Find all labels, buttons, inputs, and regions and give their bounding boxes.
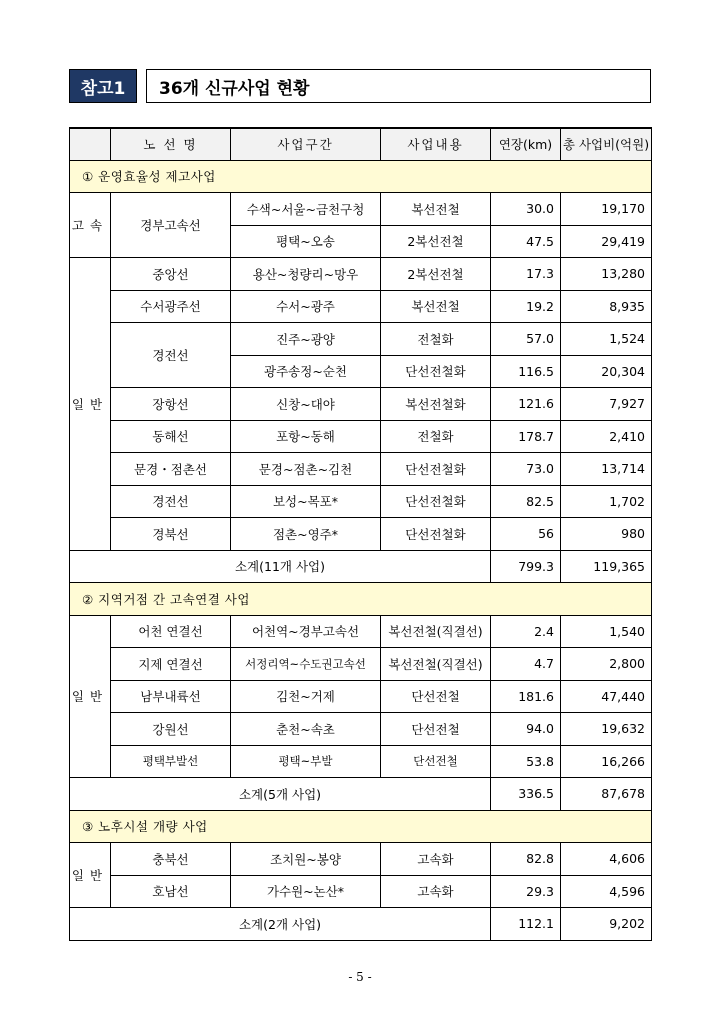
table-row xyxy=(70,713,652,746)
section-cell: 용산~청량리~망우 xyxy=(231,258,381,291)
section-cell: 가수원~논산* xyxy=(231,875,381,908)
length-cell: 94.0 xyxy=(491,713,561,746)
section-title: ③ 노후시설 개량 사업 xyxy=(70,810,652,843)
length-cell: 29.3 xyxy=(491,875,561,908)
section-cell: 보성~목포* xyxy=(231,485,381,518)
content-cell: 2복선전철 xyxy=(381,258,491,291)
table-row xyxy=(70,485,652,518)
table-row xyxy=(70,323,652,356)
content-cell: 복선전철(직결선) xyxy=(381,615,491,648)
header-section: 사업구간 xyxy=(231,128,381,160)
content-cell: 단선전철화 xyxy=(381,453,491,486)
table-row xyxy=(70,258,652,291)
subtotal-row xyxy=(70,778,652,811)
subtotal-length: 112.1 xyxy=(491,908,561,941)
category-cell: 일반 xyxy=(70,843,111,908)
length-cell: 30.0 xyxy=(491,193,561,226)
table-header-row xyxy=(70,128,652,160)
line-name: 경부고속선 xyxy=(111,193,231,258)
header-cost: 총 사업비(억원) xyxy=(561,128,652,160)
section-cell: 진주~광양 xyxy=(231,323,381,356)
cost-cell: 19,632 xyxy=(561,713,652,746)
subtotal-label: 소계(2개 사업) xyxy=(70,908,491,941)
section-cell: 김천~거제 xyxy=(231,680,381,713)
title-banner xyxy=(69,69,651,103)
subtotal-length: 336.5 xyxy=(491,778,561,811)
header-length: 연장(km) xyxy=(491,128,561,160)
cost-cell: 7,927 xyxy=(561,388,652,421)
table-row xyxy=(70,648,652,681)
category-cell: 일반 xyxy=(70,615,111,778)
line-name: 지제 연결선 xyxy=(111,648,231,681)
cost-cell: 1,540 xyxy=(561,615,652,648)
header-line: 노 선 명 xyxy=(111,128,231,160)
length-cell: 4.7 xyxy=(491,648,561,681)
line-name: 어천 연결선 xyxy=(111,615,231,648)
cost-cell: 4,606 xyxy=(561,843,652,876)
table-row xyxy=(70,388,652,421)
section-cell: 춘천~속초 xyxy=(231,713,381,746)
cost-cell: 19,170 xyxy=(561,193,652,226)
subtotal-label: 소계(11개 사업) xyxy=(70,550,491,583)
cost-cell: 2,410 xyxy=(561,420,652,453)
section-cell: 어천역~경부고속선 xyxy=(231,615,381,648)
line-name: 강원선 xyxy=(111,713,231,746)
subtotal-row xyxy=(70,908,652,941)
cost-cell: 13,714 xyxy=(561,453,652,486)
section-cell: 평택~부발 xyxy=(231,745,381,778)
table-row xyxy=(70,453,652,486)
section-row xyxy=(70,160,652,193)
section-title: ② 지역거점 간 고속연결 사업 xyxy=(70,583,652,616)
category-cell: 일반 xyxy=(70,258,111,551)
table-row xyxy=(70,745,652,778)
line-name: 문경・점촌선 xyxy=(111,453,231,486)
content-cell: 전철화 xyxy=(381,420,491,453)
table-row xyxy=(70,843,652,876)
page-title: 36개 신규사업 현황 xyxy=(146,69,651,103)
cost-cell: 47,440 xyxy=(561,680,652,713)
content-cell: 단선전철화 xyxy=(381,355,491,388)
subtotal-cost: 119,365 xyxy=(561,550,652,583)
content-cell: 단선전철 xyxy=(381,745,491,778)
length-cell: 82.5 xyxy=(491,485,561,518)
section-cell: 광주송정~순천 xyxy=(231,355,381,388)
content-cell: 복선전철 xyxy=(381,193,491,226)
content-cell: 단선전철화 xyxy=(381,485,491,518)
length-cell: 2.4 xyxy=(491,615,561,648)
table-row xyxy=(70,615,652,648)
section-cell: 점촌~영주* xyxy=(231,518,381,551)
table-row xyxy=(70,290,652,323)
line-name: 중앙선 xyxy=(111,258,231,291)
section-cell: 평택~오송 xyxy=(231,225,381,258)
cost-cell: 13,280 xyxy=(561,258,652,291)
content-cell: 복선전철(직결선) xyxy=(381,648,491,681)
cost-cell: 1,524 xyxy=(561,323,652,356)
line-name: 평택부발선 xyxy=(111,745,231,778)
line-name: 장항선 xyxy=(111,388,231,421)
length-cell: 116.5 xyxy=(491,355,561,388)
section-cell: 수색~서울~금천구청 xyxy=(231,193,381,226)
table-row xyxy=(70,193,652,226)
subtotal-row xyxy=(70,550,652,583)
project-table xyxy=(69,127,652,941)
subtotal-cost: 87,678 xyxy=(561,778,652,811)
length-cell: 73.0 xyxy=(491,453,561,486)
line-name: 남부내륙선 xyxy=(111,680,231,713)
page-number: - 5 - xyxy=(348,970,372,984)
table-row xyxy=(70,518,652,551)
subtotal-cost: 9,202 xyxy=(561,908,652,941)
content-cell: 단선전철 xyxy=(381,680,491,713)
cost-cell: 16,266 xyxy=(561,745,652,778)
length-cell: 19.2 xyxy=(491,290,561,323)
content-cell: 복선전철 xyxy=(381,290,491,323)
table-row xyxy=(70,875,652,908)
section-cell: 수서~광주 xyxy=(231,290,381,323)
section-cell: 문경~점촌~김천 xyxy=(231,453,381,486)
length-cell: 17.3 xyxy=(491,258,561,291)
content-cell: 2복선전철 xyxy=(381,225,491,258)
length-cell: 181.6 xyxy=(491,680,561,713)
cost-cell: 980 xyxy=(561,518,652,551)
length-cell: 178.7 xyxy=(491,420,561,453)
line-name: 경전선 xyxy=(111,485,231,518)
section-row xyxy=(70,810,652,843)
content-cell: 복선전철화 xyxy=(381,388,491,421)
line-name: 충북선 xyxy=(111,843,231,876)
section-title: ① 운영효율성 제고사업 xyxy=(70,160,652,193)
category-cell: 고속 xyxy=(70,193,111,258)
cost-cell: 8,935 xyxy=(561,290,652,323)
section-cell: 서정리역~수도권고속선 xyxy=(231,648,381,681)
content-cell: 고속화 xyxy=(381,843,491,876)
cost-cell: 1,702 xyxy=(561,485,652,518)
length-cell: 57.0 xyxy=(491,323,561,356)
length-cell: 56 xyxy=(491,518,561,551)
length-cell: 47.5 xyxy=(491,225,561,258)
line-name: 동해선 xyxy=(111,420,231,453)
line-name: 경전선 xyxy=(111,323,231,388)
title-tag: 참고1 xyxy=(69,69,137,103)
length-cell: 53.8 xyxy=(491,745,561,778)
content-cell: 고속화 xyxy=(381,875,491,908)
line-name: 경북선 xyxy=(111,518,231,551)
content-cell: 단선전철화 xyxy=(381,518,491,551)
line-name: 수서광주선 xyxy=(111,290,231,323)
cost-cell: 2,800 xyxy=(561,648,652,681)
content-cell: 전철화 xyxy=(381,323,491,356)
section-cell: 포항~동해 xyxy=(231,420,381,453)
line-name: 호남선 xyxy=(111,875,231,908)
header-content: 사업내용 xyxy=(381,128,491,160)
section-cell: 조치원~봉양 xyxy=(231,843,381,876)
section-row xyxy=(70,583,652,616)
header-blank xyxy=(70,128,111,160)
cost-cell: 29,419 xyxy=(561,225,652,258)
content-cell: 단선전철 xyxy=(381,713,491,746)
table-row xyxy=(70,420,652,453)
length-cell: 82.8 xyxy=(491,843,561,876)
subtotal-label: 소계(5개 사업) xyxy=(70,778,491,811)
cost-cell: 20,304 xyxy=(561,355,652,388)
subtotal-length: 799.3 xyxy=(491,550,561,583)
cost-cell: 4,596 xyxy=(561,875,652,908)
length-cell: 121.6 xyxy=(491,388,561,421)
table-row xyxy=(70,680,652,713)
section-cell: 신창~대야 xyxy=(231,388,381,421)
